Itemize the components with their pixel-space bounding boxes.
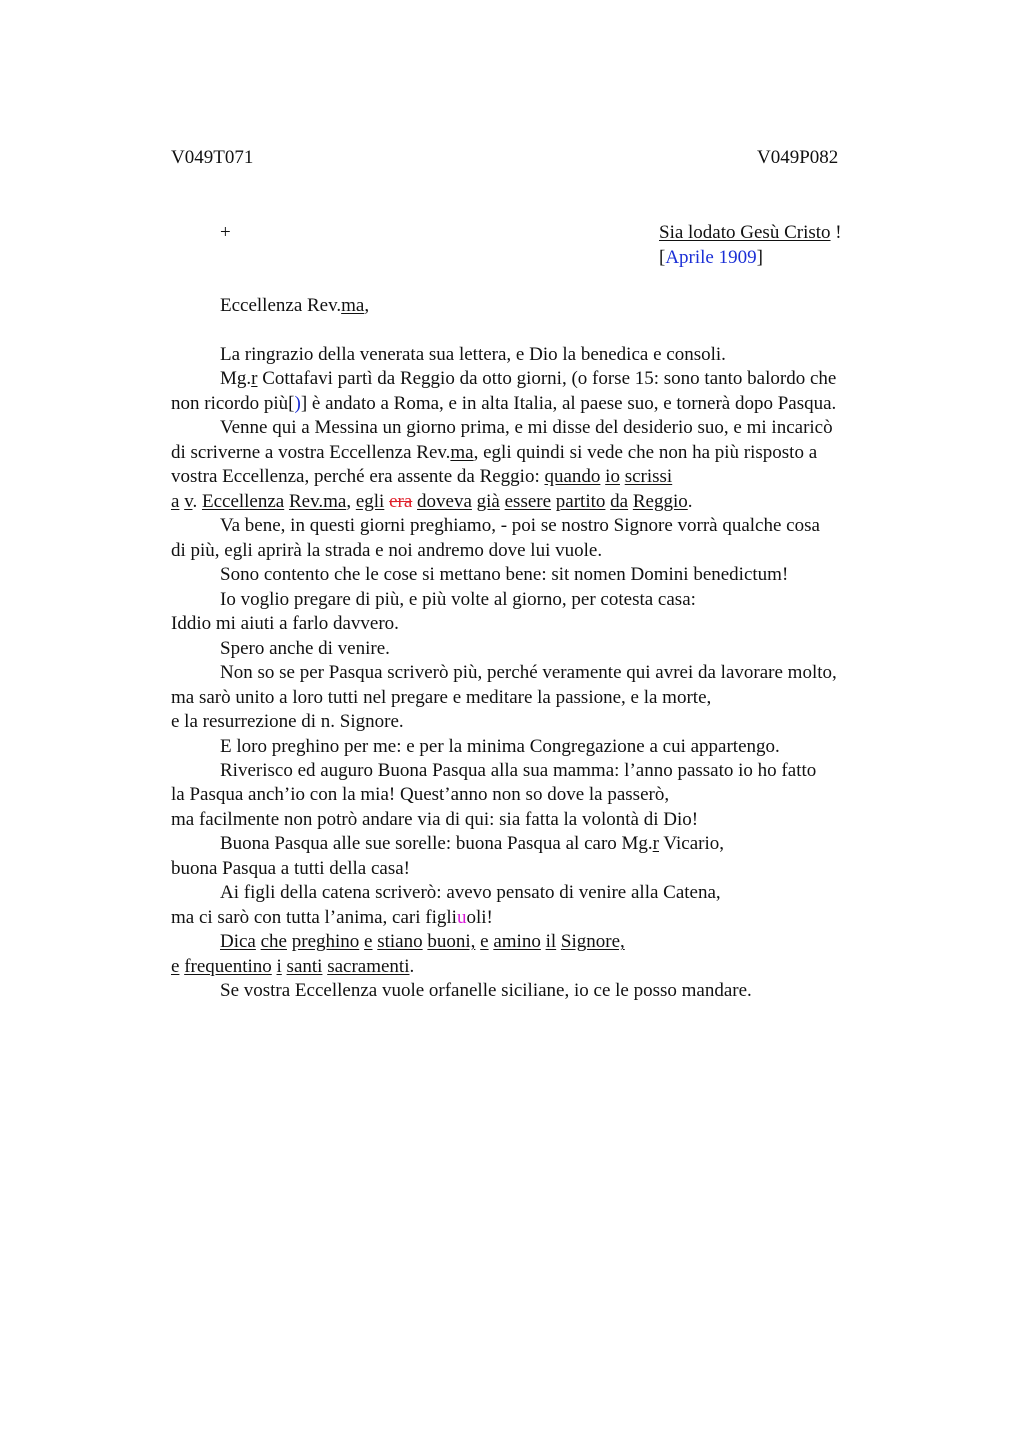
text-line: di più, egli aprirà la strada e noi andremo dove lui vuole.: [171, 539, 603, 561]
text-line: Se vostra Eccellenza vuole orfanelle siciliane, io ce le posso mandare.: [220, 980, 752, 1002]
text-line: Sono contento che le cose si mettano bene: sit nomen Domini benedictum!: [220, 564, 789, 586]
text-line: Spero anche di venire.: [220, 637, 390, 659]
text-line: Va bene, in questi giorni preghiamo, - poi se nostro Signore vorrà qualche cosa: [220, 515, 820, 537]
text-line: La ringrazio della venerata sua lettera, e Dio la benedica e consoli.: [220, 344, 726, 365]
cross-symbol: +: [220, 222, 231, 243]
text-line: Buona Pasqua alle sue sorelle: buona Pasqua al caro Mg.r Vicario,: [220, 833, 724, 855]
text-line: ma facilmente non potrò andare via di qui: sia fatta la volontà di Dio!: [171, 808, 699, 830]
text-line: Io voglio pregare di più, e più volte al giorno, per cotesta casa:: [220, 588, 696, 610]
text-line: ma ci sarò con tutta l’anima, cari figliuoli!: [171, 906, 493, 928]
text-line: Riverisco ed auguro Buona Pasqua alla sua mamma: l’anno passato io ho fatto: [220, 759, 817, 781]
text-line: Iddio mi aiuti a farlo davvero.: [171, 613, 399, 635]
text-line: di scriverne a vostra Eccellenza Rev.ma, egli quindi si vede che non ha più risposto a: [171, 441, 818, 463]
salutation: Eccellenza Rev.ma,: [220, 295, 370, 316]
text-line: non ricordo più[)] è andato a Roma, e in alta Italia, al paese suo, e tornerà dopo Pasqua.: [171, 392, 837, 414]
deleted-word: era: [389, 490, 413, 512]
text-line: E loro preghino per me: e per la minima Congregazione a cui appartengo.: [220, 735, 780, 757]
text-line: Venne qui a Messina un giorno prima, e mi disse del desiderio suo, e mi incaricò: [220, 417, 833, 439]
text-line: Mg.r Cottafavi partì da Reggio da otto giorni, (o forse 15: sono tanto balordo che: [220, 368, 837, 390]
invocation: Sia lodato Gesù Cristo ! [Aprile 1909]: [659, 221, 842, 270]
date-text: Aprile 1909: [665, 246, 757, 268]
letter-body: [171, 343, 911, 1004]
text-line: e la resurrezione di n. Signore.: [171, 711, 404, 733]
text-line: a v. Eccellenza Rev.ma, egli era doveva già essere partito da Reggio.: [171, 490, 693, 512]
letter-date: [Aprile 1909]: [659, 246, 763, 268]
text-line: Non so se per Pasqua scriverò più, perché veramente qui avrei da lavorare molto,: [220, 662, 837, 684]
text-line: ma sarò unito a loro tutti nel pregare e meditare la passione, e la morte,: [171, 686, 712, 708]
text-line: e frequentino i santi sacramenti.: [171, 955, 415, 977]
inserted-letter: u: [456, 906, 467, 928]
text-line: buona Pasqua a tutti della casa!: [171, 857, 411, 879]
invocation-text: Sia lodato Gesù Cristo: [659, 222, 831, 243]
text-line: la Pasqua anch’io con la mia! Quest’anno non so dove la passerò,: [171, 784, 670, 806]
text-line: vostra Eccellenza, perché era assente da Reggio: quando io scrissi: [171, 466, 673, 488]
document-code-left: V049T071: [171, 147, 254, 168]
text-line: Ai figli della catena scriverò: avevo pensato di venire alla Catena,: [220, 882, 721, 904]
text-line: Dica che preghino e stiano buoni, e amino il Signore,: [220, 931, 625, 953]
document-code-right: V049P082: [757, 147, 839, 168]
